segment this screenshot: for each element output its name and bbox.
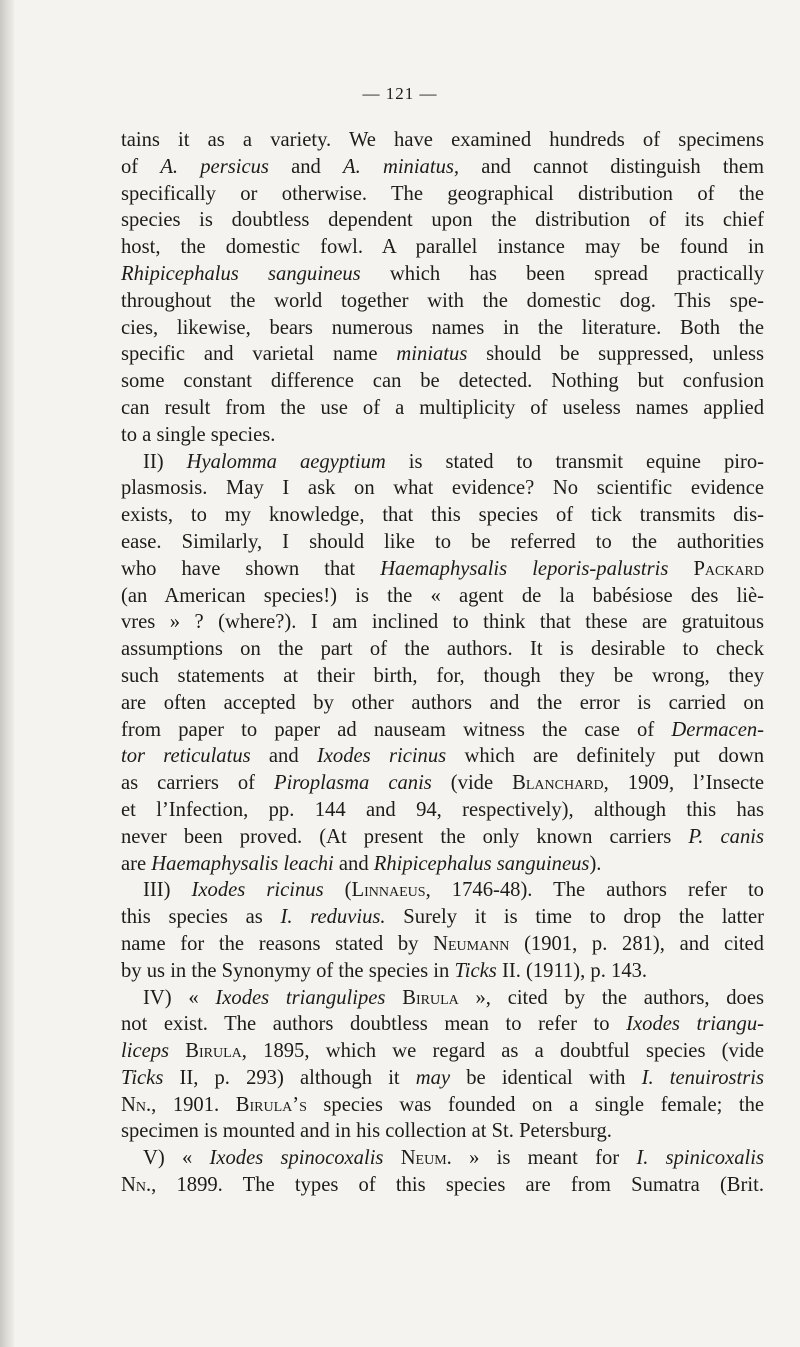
text-run: be identical with: [450, 1066, 642, 1089]
text-line: [121, 529, 764, 556]
text-run: which has been spread practically: [360, 262, 764, 285]
italic-run: Ixodes ricinus: [191, 879, 324, 902]
italic-run: I. spinicoxalis: [636, 1147, 764, 1170]
text-line: [121, 770, 764, 797]
text-run: II): [143, 450, 187, 473]
text-run: host, the domestic fowl. A parallel instance may be found in: [121, 236, 764, 259]
text-run: specimen is mounted and in his collection at St. Petersburg.: [121, 1120, 612, 1143]
text-line: [121, 261, 764, 288]
text-run: some constant difference can be detected. Nothing but confusion: [121, 370, 764, 393]
text-run: assumptions on the part of the authors. It is desirable to check: [121, 638, 764, 661]
italic-run: Haemaphysalis leachi: [151, 852, 334, 875]
text-run: to a single species.: [121, 423, 276, 446]
text-run: vres » ? (where?). I am inclined to think that these are gratuitous: [121, 611, 764, 634]
text-run: (an American species!) is the « agent de la babésiose des liè-: [121, 584, 764, 607]
text-run: not exist. The authors doubtless mean to refer to: [121, 1013, 627, 1036]
text-run: », cited by the authors, does: [458, 986, 765, 1009]
text-line: [121, 1065, 764, 1092]
italic-run: Rhipicephalus sanguineus: [121, 262, 361, 285]
italic-run: liceps: [121, 1040, 170, 1063]
smallcaps-run: Blanchard: [512, 772, 604, 795]
text-line: [121, 1145, 764, 1172]
italic-run: Ixodes triangu-: [626, 1013, 764, 1036]
text-run: II. (1911), p. 143.: [496, 959, 648, 982]
text-run: [385, 987, 402, 1009]
text-run: tains it as a variety. We have examined hundreds of specimens: [121, 129, 764, 151]
text-run: species was founded on a single female; the: [306, 1093, 765, 1116]
italic-run: Piroplasma canis: [274, 772, 432, 795]
italic-run: Dermacen-: [671, 718, 764, 741]
text-run: are often accepted by other authors and the error is carried on: [121, 691, 764, 714]
text-run: and: [333, 852, 374, 875]
smallcaps-run: Birula: [185, 1040, 242, 1063]
text-line: [121, 690, 764, 717]
text-line: [121, 851, 764, 878]
text-run: [668, 558, 693, 580]
smallcaps-run: Linnaeus: [351, 879, 426, 902]
italic-run: P. canis: [688, 825, 764, 848]
text-line: [121, 475, 764, 502]
text-run: of: [121, 155, 161, 178]
text-run: as carriers of: [121, 772, 274, 795]
italic-run: Ixodes spinocoxalis: [209, 1147, 384, 1170]
italic-run: I. reduvius.: [280, 906, 386, 929]
italic-run: Ixodes triangulipes: [215, 986, 386, 1009]
text-run: (1901, p. 281), and cited: [509, 932, 764, 955]
text-run: » is meant for: [451, 1147, 637, 1170]
italic-run: Ticks: [454, 959, 497, 982]
text-line: [121, 502, 764, 529]
text-run: (: [323, 879, 352, 902]
text-line: [121, 877, 764, 904]
text-line: [121, 422, 764, 449]
page-gutter-shadow: [0, 0, 14, 1347]
text-line: [121, 583, 764, 610]
text-line: [121, 743, 764, 770]
text-line: [121, 797, 764, 824]
text-line: [121, 931, 764, 958]
text-run: who have shown that: [121, 557, 381, 580]
smallcaps-run: Nn.: [121, 1174, 152, 1197]
text-run: plasmosis. May I ask on what evidence? No scientific evidence: [121, 477, 764, 500]
text-run: is stated to transmit equine piro-: [385, 450, 764, 473]
text-run: specific and varietal name: [121, 343, 397, 366]
text-run: and: [268, 155, 344, 178]
italic-run: I. tenuirostris: [641, 1066, 764, 1089]
italic-run: tor reticulatus: [121, 745, 251, 768]
body-text: [121, 127, 764, 1199]
text-run: [383, 1147, 400, 1169]
text-run: cies, likewise, bears numerous names in the literature. Both the: [121, 316, 764, 339]
text-line: [121, 1118, 764, 1145]
text-run: ).: [589, 852, 602, 875]
italic-run: miniatus: [396, 343, 468, 366]
text-line: [121, 341, 764, 368]
text-run: IV) «: [143, 986, 216, 1009]
italic-run: A. miniatus,: [343, 155, 460, 178]
text-run: and cannot distinguish them: [459, 155, 765, 178]
text-line: [121, 368, 764, 395]
text-run: this species as: [121, 906, 281, 929]
text-run: name for the reasons stated by: [121, 932, 434, 955]
text-line: [121, 609, 764, 636]
text-line: [121, 315, 764, 342]
text-run: species is doubtless dependent upon the distribution of its chief: [121, 209, 764, 232]
text-run: specifically or otherwise. The geographical distribution of the: [121, 182, 764, 205]
italic-run: Rhipicephalus sanguineus: [373, 852, 590, 875]
text-run: , 1909, l’Insecte: [603, 772, 764, 795]
text-run: , 1746-48). The authors refer to: [425, 879, 764, 902]
text-line: [121, 556, 764, 583]
text-line: [121, 636, 764, 663]
italic-run: Ticks: [121, 1066, 164, 1089]
text-line: [121, 1172, 764, 1199]
page-number: — 121 —: [362, 84, 438, 103]
italic-run: may: [415, 1066, 451, 1089]
text-line: [121, 1038, 764, 1065]
text-run: which are definitely put down: [446, 745, 765, 768]
text-run: [169, 1040, 185, 1062]
text-line: [121, 824, 764, 851]
text-run: III): [143, 879, 192, 902]
text-run: II, p. 293) although it: [163, 1066, 416, 1089]
text-run: are: [121, 852, 152, 875]
text-line: [121, 181, 764, 208]
text-run: et l’Infection, pp. 144 and 94, respectively), although this has: [121, 798, 764, 821]
text-line: [121, 1011, 764, 1038]
text-run: (vide: [431, 772, 513, 795]
text-run: never been proved. (At present the only known carriers: [121, 825, 689, 848]
text-run: should be suppressed, unless: [467, 343, 764, 366]
italic-run: Ixodes ricinus: [316, 745, 447, 768]
text-run: such statements at their birth, for, though they be wrong, they: [121, 664, 764, 687]
text-run: by us in the Synonymy of the species in: [121, 959, 455, 982]
text-line: [121, 449, 764, 476]
text-line: [121, 663, 764, 690]
text-line: [121, 207, 764, 234]
italic-run: Haemaphysalis leporis-palustris: [380, 557, 669, 580]
text-line: [121, 288, 764, 315]
text-run: Surely it is time to drop the latter: [385, 906, 765, 929]
italic-run: Hyalomma aegyptium: [186, 450, 386, 473]
smallcaps-run: Neumann: [433, 932, 510, 955]
text-line: [121, 985, 764, 1012]
smallcaps-run: Nn.: [121, 1093, 152, 1116]
smallcaps-run: Neum.: [400, 1147, 452, 1170]
text-run: from paper to paper ad nauseam witness the case of: [121, 718, 672, 741]
smallcaps-run: Packard: [693, 557, 765, 580]
text-line: [121, 234, 764, 261]
text-line: [121, 958, 764, 985]
text-line: [121, 154, 764, 181]
text-run: ease. Similarly, I should like to be referred to the authorities: [121, 530, 764, 553]
italic-run: A. persicus: [160, 155, 269, 178]
text-run: can result from the use of a multiplicity of useless names applied: [121, 396, 764, 419]
text-line: [121, 127, 764, 154]
text-line: [121, 1092, 764, 1119]
text-run: and: [250, 745, 317, 768]
text-run: , 1899. The types of this species are from Sumatra (Brit.: [151, 1174, 764, 1197]
text-run: throughout the world together with the domestic dog. This spe-: [121, 289, 764, 312]
text-line: [121, 717, 764, 744]
text-run: , 1895, which we regard as a doubtful species (vide: [241, 1040, 764, 1063]
text-line: [121, 904, 764, 931]
text-run: , 1901.: [151, 1093, 236, 1116]
smallcaps-run: Birula’s: [235, 1093, 307, 1116]
smallcaps-run: Birula: [402, 986, 459, 1009]
text-run: V) «: [143, 1147, 210, 1170]
text-line: [121, 395, 764, 422]
text-run: exists, to my knowledge, that this species of tick transmits dis-: [121, 504, 764, 527]
